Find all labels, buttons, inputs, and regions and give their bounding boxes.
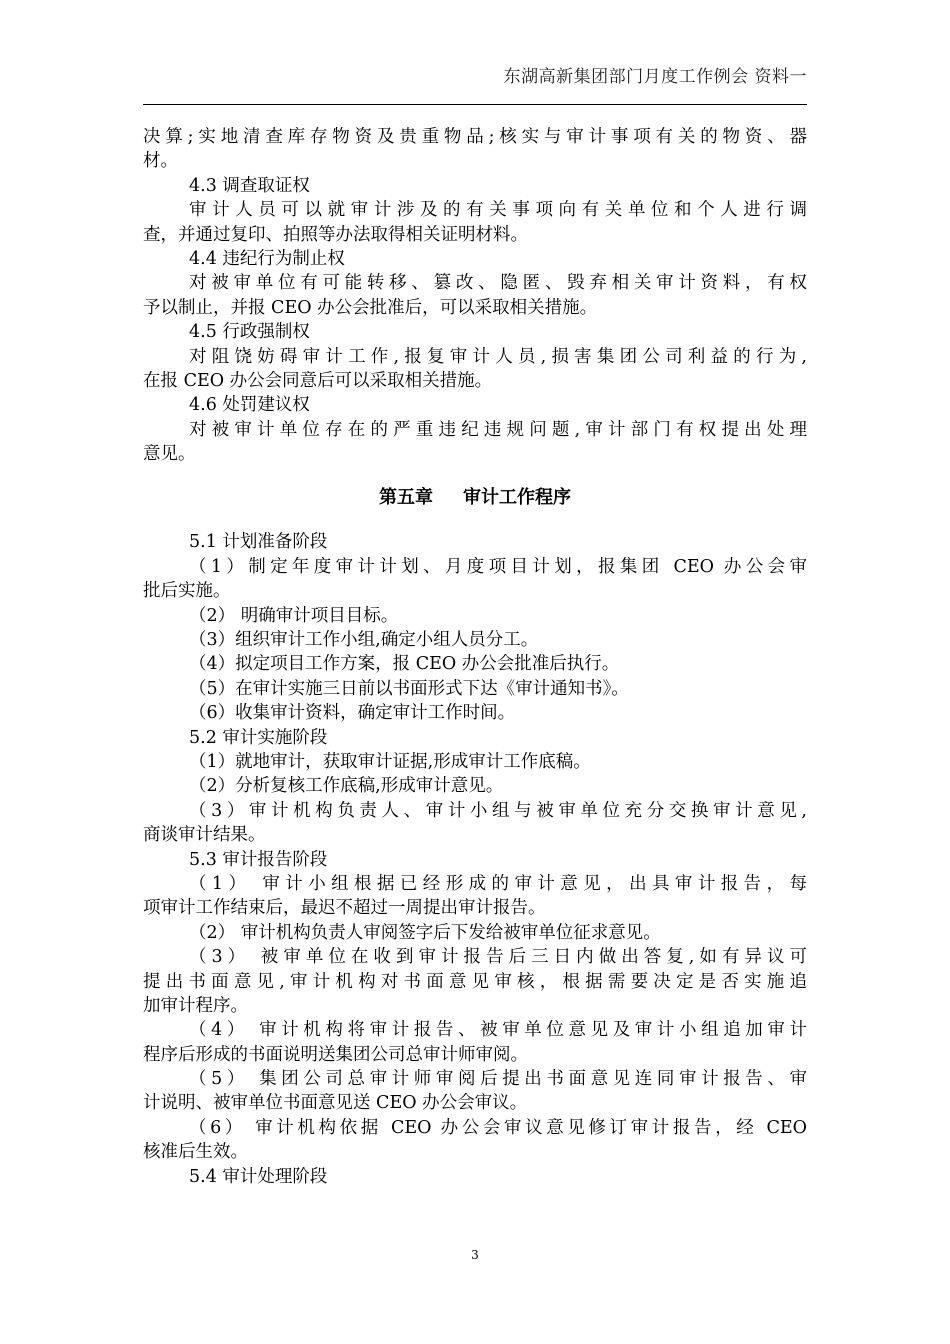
chapter-heading: [143, 480, 807, 516]
list-item: （4）拟定项目工作方案，报 CEO 办公会批准后执行。: [189, 654, 620, 675]
list-item: （2） 审计机构负责人审阅签字后下发给被审单位征求意见。: [189, 922, 661, 943]
section-heading-4-5: 4.5 行政强制权: [189, 322, 310, 343]
paragraph-line: 予以制止，并报 CEO 办公会批准后，可以采取相关措施。: [143, 297, 598, 318]
section-heading-5-4: 5.4 审计处理阶段: [189, 1166, 328, 1187]
paragraph-line: 查，并通过复印、拍照等办法取得相关证明材料。: [143, 224, 528, 245]
paragraph-line: 对被审计单位存在的严重违纪违规问题,审计部门有权提出处理: [189, 419, 807, 440]
section-heading-4-3: 4.3 调查取证权: [189, 175, 310, 196]
header-divider: [143, 104, 807, 105]
page-number: 3: [471, 1248, 479, 1262]
section-heading-4-6: 4.6 处罚建议权: [189, 395, 310, 416]
list-item-continuation: 提出书面意见,审计机构对书面意见审核，根据需要决定是否实施追: [143, 971, 807, 992]
paragraph-line: 对被审单位有可能转移、篡改、隐匿、毁弃相关审计资料，有权: [189, 273, 807, 294]
list-item: （4） 审计机构将审计报告、被审单位意见及审计小组追加审计: [189, 1020, 807, 1041]
list-item: （1）制定年度审计计划、月度项目计划，报集团 CEO 办公会审: [189, 556, 807, 577]
chapter-title: 审计工作程序: [463, 487, 571, 509]
list-item: （5） 集团公司总审计师审阅后提出书面意见连同审计报告、审: [189, 1069, 807, 1090]
list-item: （6）收集审计资料，确定审计工作时间。: [189, 703, 516, 724]
paragraph-line: 在报 CEO 办公会同意后可以采取相关措施。: [143, 370, 493, 391]
list-item-continuation: 商谈审计结果。: [143, 825, 266, 846]
list-item: （2） 明确审计项目目标。: [189, 605, 399, 626]
section-heading-5-3: 5.3 审计报告阶段: [189, 849, 328, 870]
chapter-number: 第五章: [379, 487, 433, 509]
list-item-continuation: 程序后形成的书面说明送集团公司总审计师审阅。: [143, 1044, 528, 1065]
list-item-continuation: 批后实施。: [143, 581, 231, 602]
list-item-continuation: 核准后生效。: [143, 1142, 248, 1163]
section-heading-4-4: 4.4 违纪行为制止权: [189, 248, 345, 269]
list-item: （1） 审计小组根据已经形成的审计意见，出具审计报告，每: [189, 873, 807, 894]
list-item-continuation: 加审计程序。: [143, 995, 248, 1016]
document-body: [143, 125, 807, 1189]
list-item-continuation: 项审计工作结束后，最迟不超过一周提出审计报告。: [143, 898, 546, 919]
paragraph-line: 材。: [143, 151, 178, 172]
section-heading-5-2: 5.2 审计实施阶段: [189, 727, 328, 748]
paragraph-line: 决算;实地清查库存物资及贵重物品;核实与审计事项有关的物资、器: [143, 127, 807, 147]
list-item: （1）就地审计，获取审计证据,形成审计工作底稿。: [189, 751, 591, 772]
section-heading-5-1: 5.1 计划准备阶段: [189, 532, 328, 553]
list-item: （3） 被审单位在收到审计报告后三日内做出答复,如有异议可: [189, 947, 807, 968]
paragraph-line: 意见。: [143, 444, 196, 465]
list-item: （6） 审计机构依据 CEO 办公会审议意见修订审计报告，经 CEO: [189, 1117, 807, 1138]
list-item: （2）分析复核工作底稿,形成审计意见。: [189, 776, 504, 797]
running-header: 东湖高新集团部门月度工作例会 资料一: [503, 67, 807, 87]
list-item: （5）在审计实施三日前以书面形式下达《审计通知书》。: [189, 678, 629, 699]
list-item-continuation: 计说明、被审单位书面意见送 CEO 办公会审议。: [143, 1093, 528, 1114]
list-item: （3）组织审计工作小组,确定小组人员分工。: [189, 630, 539, 651]
paragraph-line: 审计人员可以就审计涉及的有关事项向有关单位和个人进行调: [189, 200, 807, 221]
list-item: （3）审计机构负责人、审计小组与被审单位充分交换审计意见,: [189, 800, 807, 821]
paragraph-line: 对阻饶妨碍审计工作,报复审计人员,损害集团公司利益的行为,: [189, 346, 807, 367]
